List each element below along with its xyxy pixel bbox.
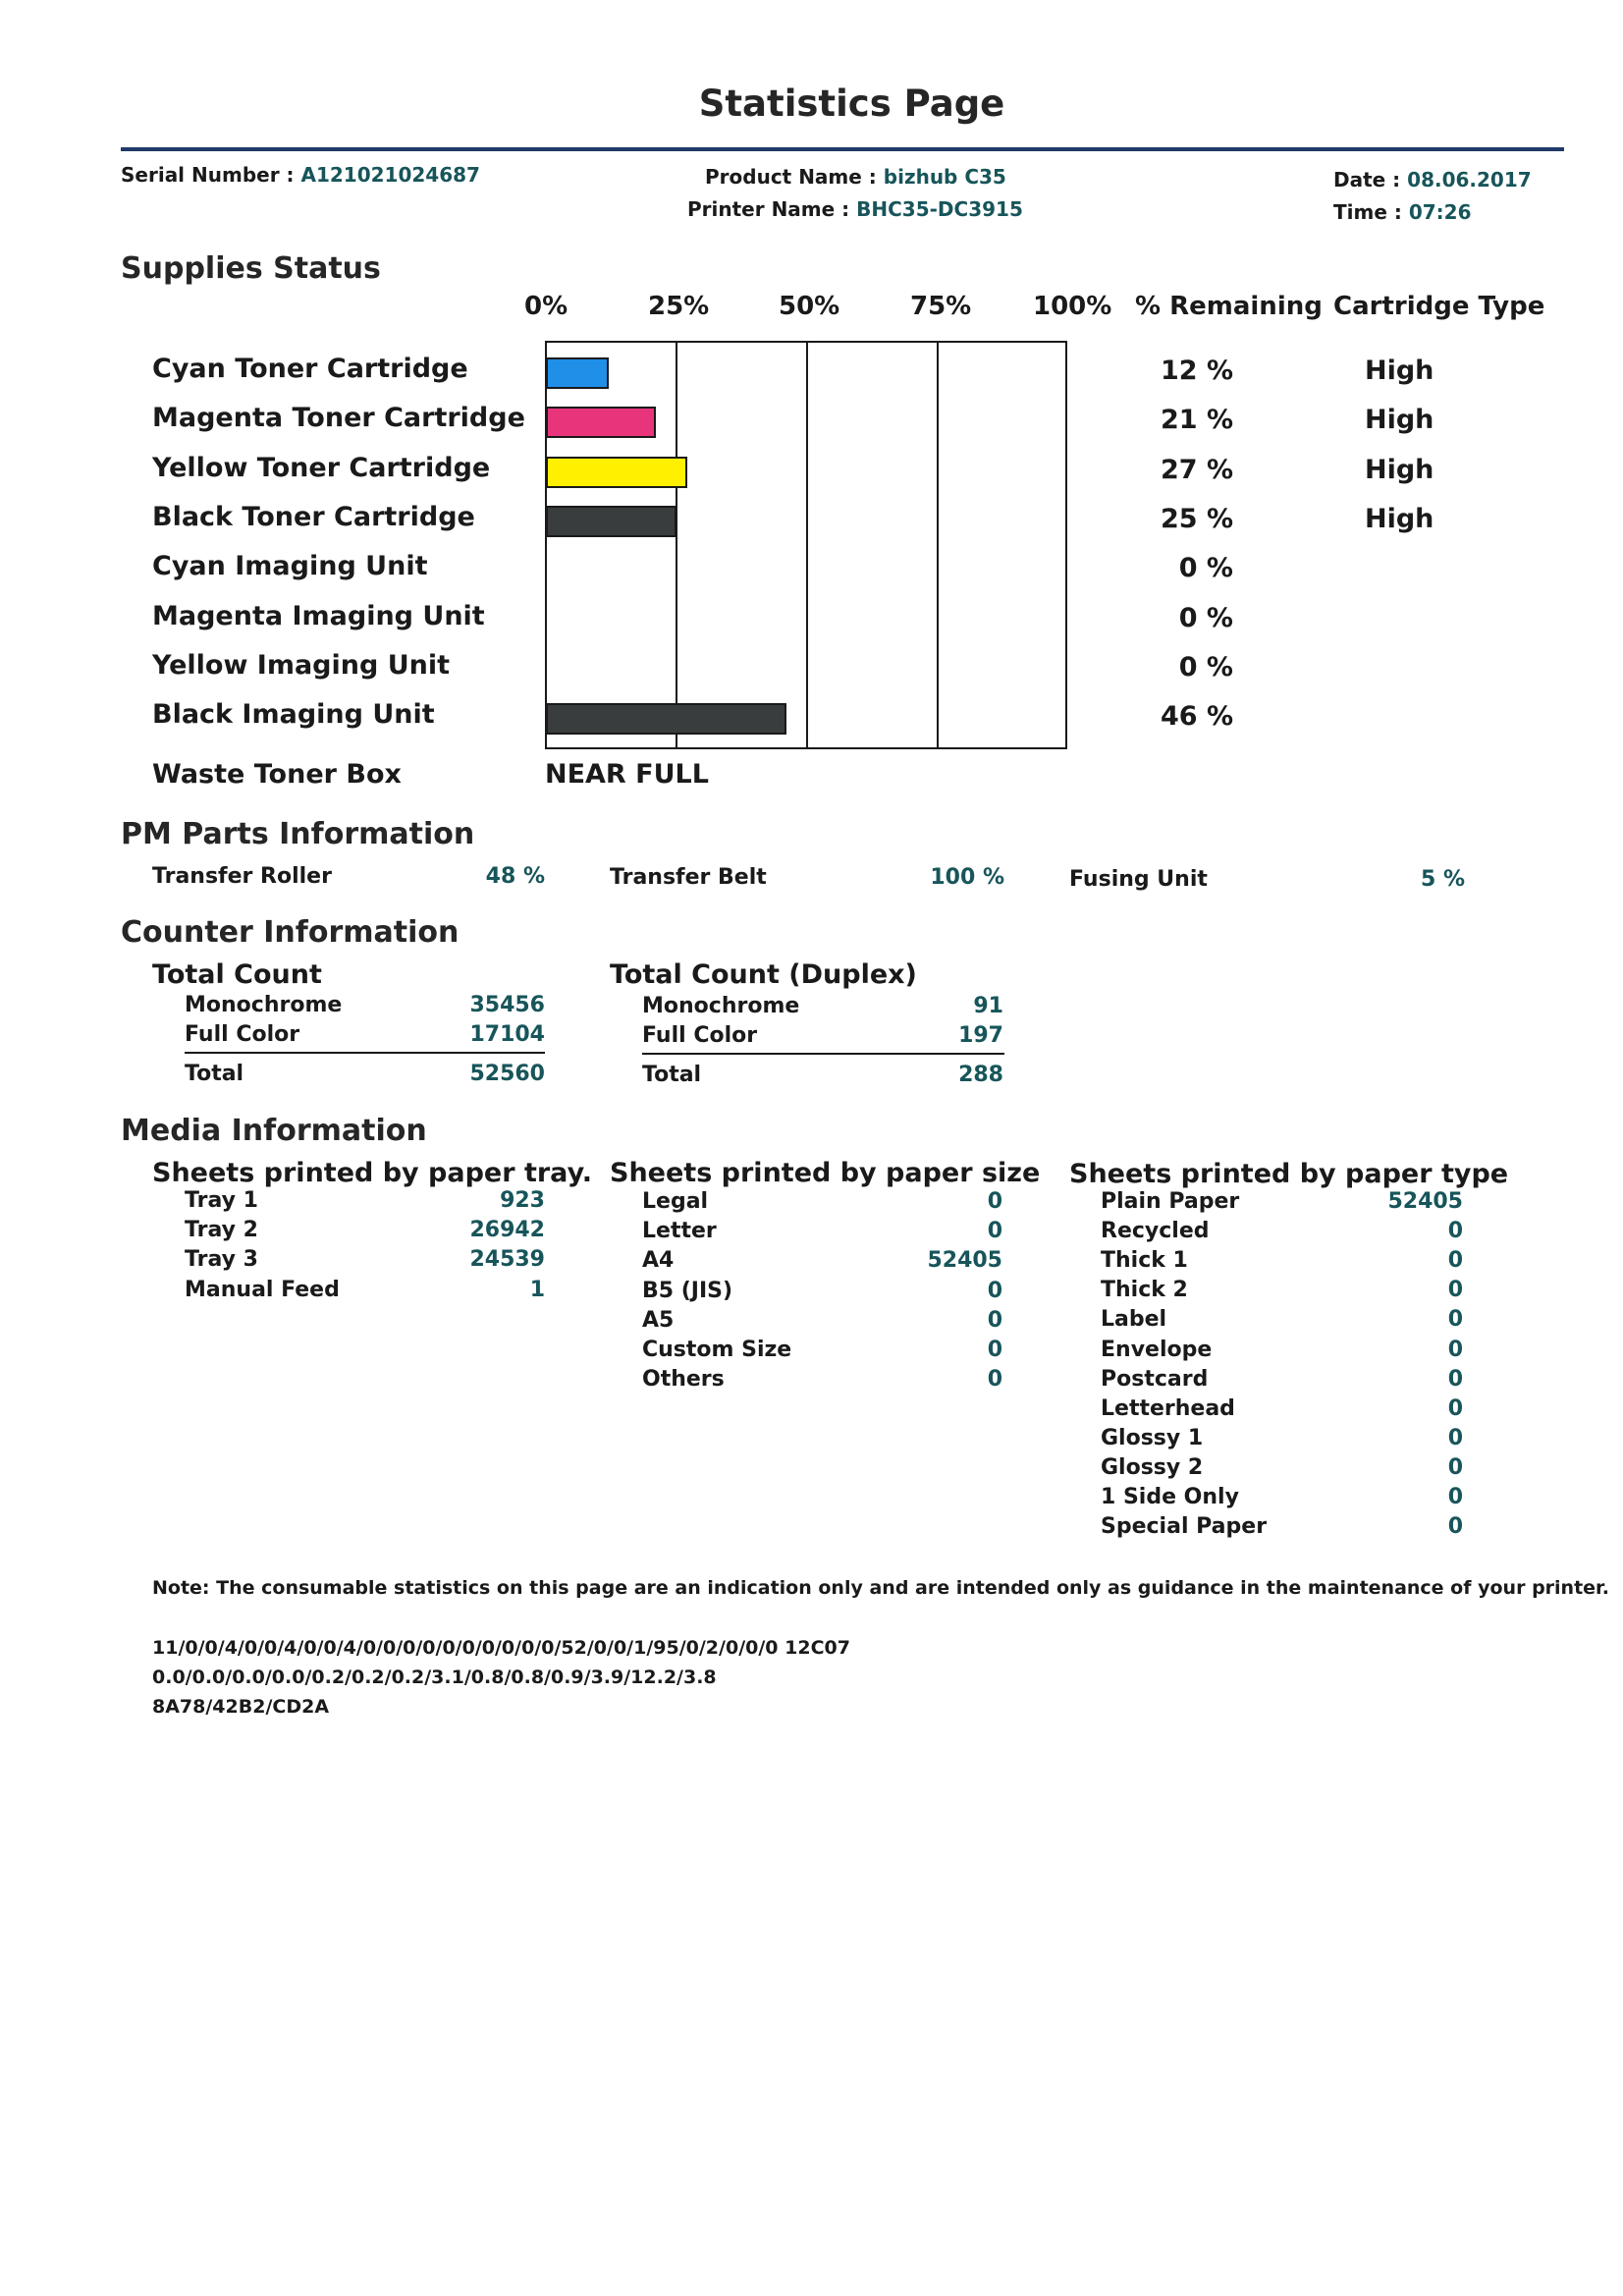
product-name — [705, 165, 1006, 189]
media-by-type-value-thick-2: 0 — [1447, 1278, 1463, 1302]
supply-label-black-toner-cartridge: Black Toner Cartridge — [152, 502, 475, 532]
duplex-color-label: Full Color — [642, 1023, 758, 1048]
product-label: Product Name : — [705, 165, 877, 189]
total-color-value: 17104 — [469, 1022, 545, 1047]
counter-info-title: Counter Information — [121, 915, 460, 950]
supply-level-bar-black-imaging-unit — [546, 703, 786, 735]
media-by-type-label-1-side-only: 1 Side Only — [1101, 1485, 1239, 1509]
supplies-bar-chart — [545, 341, 1067, 749]
supply-label-black-imaging-unit: Black Imaging Unit — [152, 699, 435, 730]
supply-level-bar-black-toner-cartridge — [546, 506, 676, 537]
media-by-tray-label-manual-feed: Manual Feed — [185, 1278, 340, 1302]
media-by-type-value-glossy-2: 0 — [1447, 1455, 1463, 1480]
date-value: 08.06.2017 — [1407, 168, 1532, 191]
title-divider — [121, 147, 1564, 151]
media-by-size-value-letter: 0 — [987, 1219, 1002, 1243]
media-by-type-value-glossy-1: 0 — [1447, 1426, 1463, 1450]
media-by-type-label-label: Label — [1101, 1307, 1167, 1332]
media-by-type-label-glossy-2: Glossy 2 — [1101, 1455, 1204, 1480]
media-by-size-value-others: 0 — [987, 1367, 1002, 1392]
code-line-2: 0.0/0.0/0.0/0.0/0.2/0.2/0.2/3.1/0.8/0.8/0.9/3.9/12.2/3.8 — [152, 1667, 717, 1688]
by-size-title: Sheets printed by paper size — [610, 1158, 1041, 1188]
media-by-type-value-special-paper: 0 — [1447, 1514, 1463, 1539]
time — [1333, 200, 1472, 224]
scale-25: 25% — [648, 292, 710, 321]
supply-label-magenta-imaging-unit: Magenta Imaging Unit — [152, 601, 485, 631]
duplex-total-label: Total — [642, 1063, 702, 1087]
media-by-size-label-a5: A5 — [642, 1308, 675, 1333]
supply-remaining-cyan-imaging-unit: 0 % — [1178, 553, 1233, 583]
media-by-type-label-plain-paper: Plain Paper — [1101, 1189, 1240, 1214]
media-by-type-value-envelope: 0 — [1447, 1338, 1463, 1362]
media-by-size-value-b5-jis: 0 — [987, 1279, 1002, 1303]
grid-line-75 — [937, 343, 939, 747]
time-value: 07:26 — [1408, 200, 1472, 224]
media-by-tray-value-tray-2: 26942 — [469, 1218, 545, 1242]
media-by-size-label-b5-jis: B5 (JIS) — [642, 1279, 733, 1303]
media-by-size-value-custom-size: 0 — [987, 1338, 1002, 1362]
supplies-status-title: Supplies Status — [121, 251, 381, 286]
date — [1333, 168, 1532, 191]
media-by-type-label-letterhead: Letterhead — [1101, 1396, 1235, 1421]
date-label: Date : — [1333, 168, 1401, 191]
total-total-label: Total — [185, 1062, 244, 1086]
media-by-type-label-thick-1: Thick 1 — [1101, 1248, 1188, 1273]
by-type-title: Sheets printed by paper type — [1069, 1159, 1509, 1189]
supply-type-yellow-toner-cartridge: High — [1365, 455, 1434, 485]
supply-level-bar-yellow-toner-cartridge — [546, 457, 687, 488]
duplex-color-value: 197 — [958, 1023, 1003, 1048]
media-by-type-label-recycled: Recycled — [1101, 1219, 1210, 1243]
media-info-title: Media Information — [121, 1114, 427, 1148]
code-line-3: 8A78/42B2/CD2A — [152, 1696, 330, 1718]
transfer-belt-label: Transfer Belt — [610, 865, 767, 890]
grid-line-50 — [806, 343, 808, 747]
total-count-title: Total Count — [152, 959, 322, 990]
media-by-type-value-letterhead: 0 — [1447, 1396, 1463, 1421]
supply-remaining-magenta-toner-cartridge: 21 % — [1160, 405, 1233, 435]
media-by-type-label-special-paper: Special Paper — [1101, 1514, 1268, 1539]
media-by-size-value-a4: 52405 — [927, 1248, 1002, 1273]
transfer-roller-value: 48 % — [485, 864, 545, 889]
total-mono-label: Monochrome — [185, 993, 343, 1017]
media-by-type-value-recycled: 0 — [1447, 1219, 1463, 1243]
transfer-roller-label: Transfer Roller — [152, 864, 332, 889]
printer-label: Printer Name : — [687, 197, 850, 221]
media-by-tray-value-manual-feed: 1 — [529, 1278, 545, 1302]
media-by-type-label-envelope: Envelope — [1101, 1338, 1213, 1362]
media-by-tray-value-tray-1: 923 — [500, 1188, 545, 1213]
by-tray-title: Sheets printed by paper tray. — [152, 1158, 592, 1188]
supply-label-yellow-toner-cartridge: Yellow Toner Cartridge — [152, 453, 491, 483]
supply-label-cyan-imaging-unit: Cyan Imaging Unit — [152, 551, 428, 581]
media-by-type-label-glossy-1: Glossy 1 — [1101, 1426, 1204, 1450]
printer-name — [687, 197, 1023, 221]
duplex-total-value: 288 — [958, 1063, 1003, 1087]
supply-type-cyan-toner-cartridge: High — [1365, 355, 1434, 386]
supply-label-magenta-toner-cartridge: Magenta Toner Cartridge — [152, 403, 525, 433]
media-by-tray-label-tray-1: Tray 1 — [185, 1188, 258, 1213]
media-by-tray-label-tray-3: Tray 3 — [185, 1247, 258, 1272]
waste-toner-value: NEAR FULL — [545, 759, 709, 790]
supply-level-bar-magenta-toner-cartridge — [546, 407, 656, 438]
supply-label-yellow-imaging-unit: Yellow Imaging Unit — [152, 650, 451, 681]
media-by-type-value-label: 0 — [1447, 1307, 1463, 1332]
supply-remaining-black-toner-cartridge: 25 % — [1160, 504, 1233, 534]
supply-type-magenta-toner-cartridge: High — [1365, 405, 1434, 435]
waste-toner-label: Waste Toner Box — [152, 759, 402, 790]
media-by-type-label-thick-2: Thick 2 — [1101, 1278, 1188, 1302]
grid-line-25 — [676, 343, 677, 747]
page-title: Statistics Page — [698, 82, 1005, 125]
supply-level-bar-cyan-toner-cartridge — [546, 357, 609, 389]
serial-value: A121021024687 — [300, 163, 480, 187]
scale-100: 100% — [1033, 292, 1112, 321]
media-by-size-label-a4: A4 — [642, 1248, 675, 1273]
scale-0: 0% — [524, 292, 568, 321]
transfer-belt-value: 100 % — [930, 865, 1004, 890]
media-by-size-label-legal: Legal — [642, 1189, 709, 1214]
supply-label-cyan-toner-cartridge: Cyan Toner Cartridge — [152, 354, 468, 384]
printer-value: BHC35-DC3915 — [856, 197, 1023, 221]
supply-remaining-cyan-toner-cartridge: 12 % — [1160, 355, 1233, 386]
media-by-tray-value-tray-3: 24539 — [469, 1247, 545, 1272]
scale-50: 50% — [779, 292, 840, 321]
media-by-size-value-legal: 0 — [987, 1189, 1002, 1214]
pm-parts-title: PM Parts Information — [121, 817, 475, 851]
fusing-unit-value: 5 % — [1420, 867, 1465, 892]
media-by-type-value-plain-paper: 52405 — [1387, 1189, 1463, 1214]
code-line-1: 11/0/0/4/0/0/4/0/0/4/0/0/0/0/0/0/0/0/0/0/52/0/0/1/95/0/2/0/0/0 12C07 — [152, 1637, 850, 1659]
media-by-size-label-letter: Letter — [642, 1219, 717, 1243]
serial-label: Serial Number : — [121, 163, 295, 187]
serial-number — [121, 163, 480, 187]
duplex-mono-value: 91 — [973, 994, 1003, 1018]
supply-remaining-yellow-toner-cartridge: 27 % — [1160, 455, 1233, 485]
duplex-count-title: Total Count (Duplex) — [610, 959, 917, 990]
media-by-size-label-custom-size: Custom Size — [642, 1338, 792, 1362]
media-by-tray-label-tray-2: Tray 2 — [185, 1218, 258, 1242]
fusing-unit-label: Fusing Unit — [1069, 867, 1208, 892]
time-label: Time : — [1333, 200, 1402, 224]
cartridge-type-header: Cartridge Type — [1333, 292, 1545, 321]
supply-remaining-yellow-imaging-unit: 0 % — [1178, 652, 1233, 683]
total-color-label: Full Color — [185, 1022, 300, 1047]
remaining-header: % Remaining — [1135, 292, 1323, 321]
media-by-type-value-postcard: 0 — [1447, 1367, 1463, 1392]
media-by-type-value-1-side-only: 0 — [1447, 1485, 1463, 1509]
duplex-mono-label: Monochrome — [642, 994, 800, 1018]
media-by-size-value-a5: 0 — [987, 1308, 1002, 1333]
total-total-value: 52560 — [469, 1062, 545, 1086]
duplex-count-rule — [642, 1053, 1004, 1055]
media-by-type-value-thick-1: 0 — [1447, 1248, 1463, 1273]
note-text: Note: The consumable statistics on this page are an indication only and are intended only as guidance in the maintenance of your printer. — [152, 1577, 1609, 1599]
supply-remaining-magenta-imaging-unit: 0 % — [1178, 603, 1233, 633]
media-by-type-label-postcard: Postcard — [1101, 1367, 1209, 1392]
supply-type-black-toner-cartridge: High — [1365, 504, 1434, 534]
supply-remaining-black-imaging-unit: 46 % — [1160, 701, 1233, 732]
media-by-size-label-others: Others — [642, 1367, 725, 1392]
total-mono-value: 35456 — [469, 993, 545, 1017]
total-count-rule — [185, 1052, 545, 1054]
scale-75: 75% — [910, 292, 972, 321]
product-value: bizhub C35 — [883, 165, 1006, 189]
